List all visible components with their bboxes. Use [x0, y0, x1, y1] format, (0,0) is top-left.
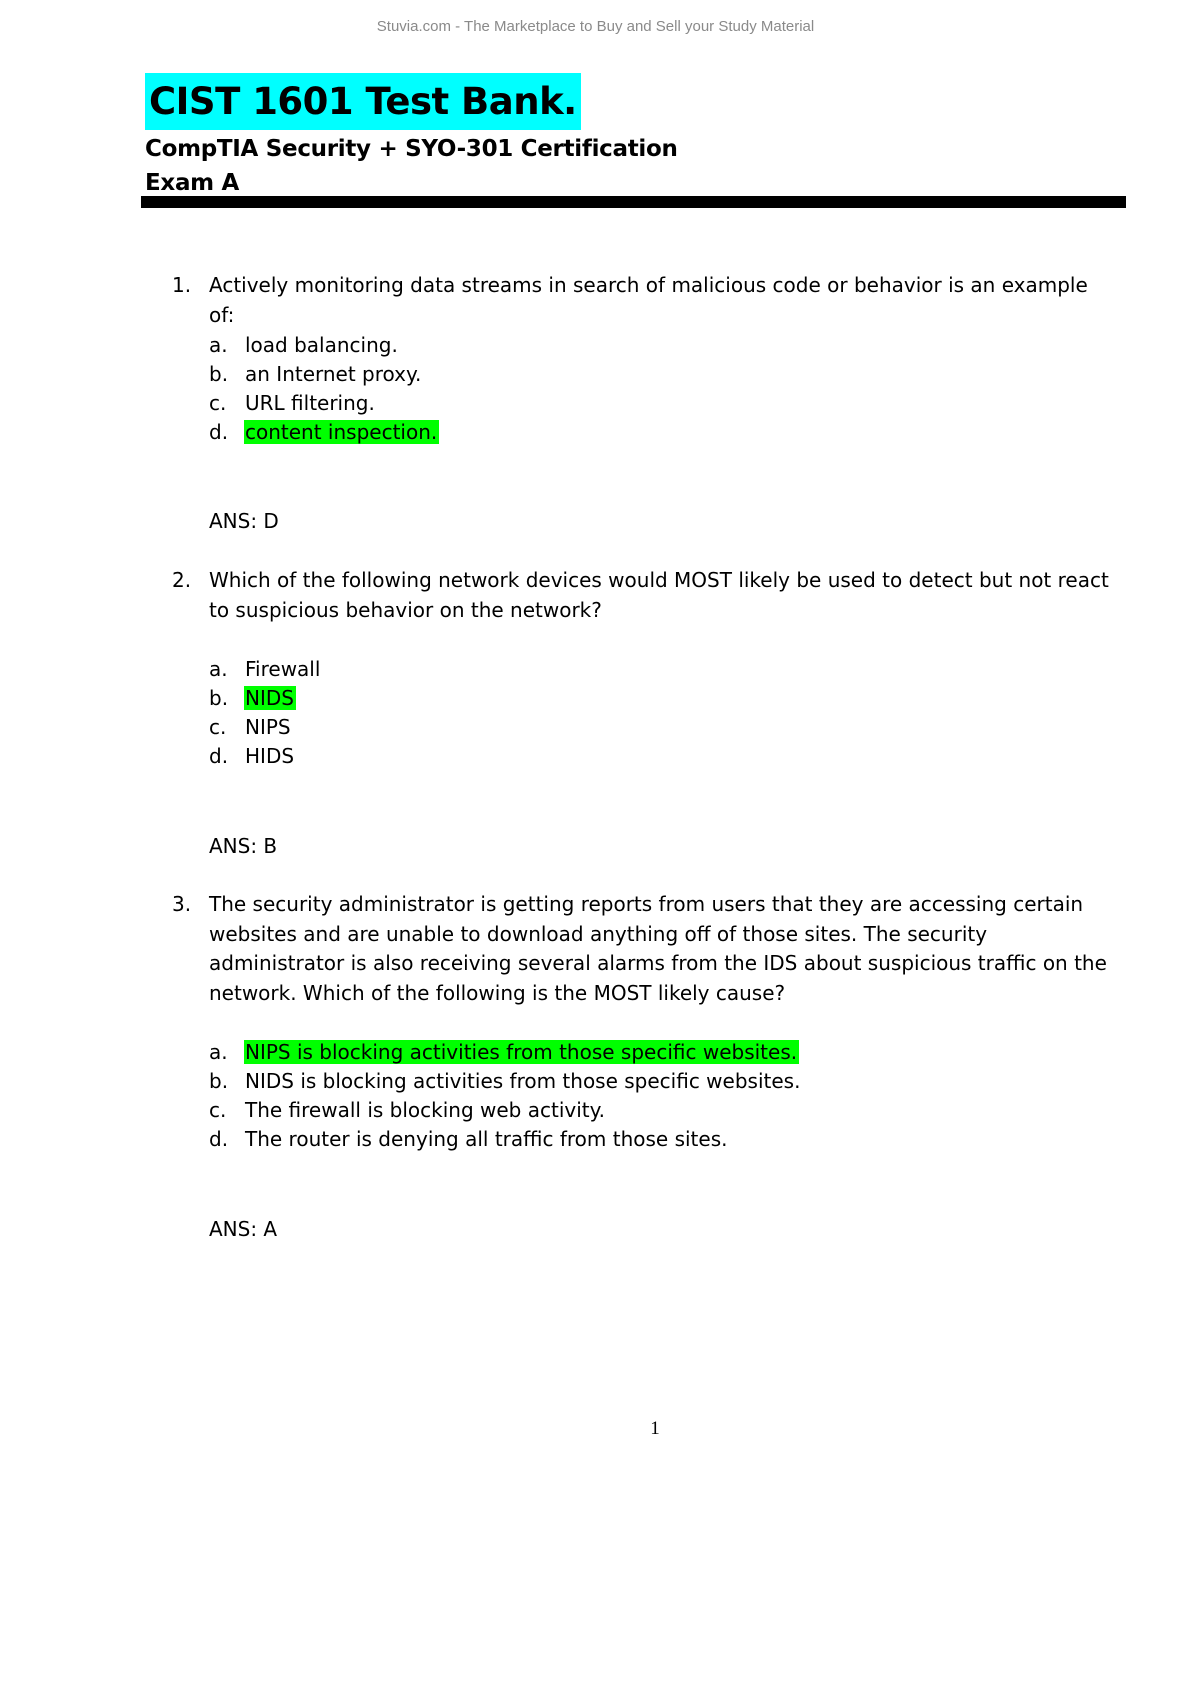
option-letter: a.	[209, 1040, 228, 1064]
option-letter: b.	[209, 1069, 229, 1093]
answer-key: ANS: D	[209, 509, 279, 533]
option-text: URL filtering.	[245, 391, 375, 415]
page-number: 1	[650, 1418, 660, 1439]
option-text: NIDS is blocking activities from those specific websites.	[245, 1069, 801, 1093]
question-text: Which of the following network devices would MOST likely be used to detect but not react to suspicious behavior on the network?	[209, 568, 1109, 622]
answer-key: ANS: B	[209, 834, 278, 858]
option-text: an Internet proxy.	[245, 362, 422, 386]
header-divider	[141, 196, 1126, 208]
option-text: The router is denying all traffic from those sites.	[245, 1127, 728, 1151]
option-letter: d.	[209, 744, 229, 768]
option-text: Firewall	[245, 657, 321, 681]
option-letter: b.	[209, 686, 229, 710]
document-title: CIST 1601 Test Bank.	[145, 73, 581, 130]
option-letter: c.	[209, 715, 227, 739]
question-text: The security administrator is getting reports from users that they are accessing certain websites and are unable to download anything off of those sites. The security administrator is also receiving several alarms from the IDS about suspicious traffic on the network. Which of the following is the MOST likely cause?	[209, 892, 1107, 1005]
subtitle-line: CompTIA Security + SYO-301 Certification	[145, 136, 678, 162]
option-letter: c.	[209, 391, 227, 415]
answer-key: ANS: A	[209, 1217, 278, 1241]
option-letter: d.	[209, 1127, 229, 1151]
question-number: 2.	[172, 568, 192, 592]
question-number: 3.	[172, 892, 192, 916]
option-text: HIDS	[245, 744, 295, 768]
option-text-highlighted	[245, 418, 439, 447]
subtitle-line: Exam A	[145, 170, 240, 196]
option-letter: b.	[209, 362, 229, 386]
option-text: NIPS	[245, 715, 291, 739]
option-letter: c.	[209, 1098, 227, 1122]
option-letter: a.	[209, 333, 228, 357]
answer-highlight: content inspection.	[245, 420, 438, 444]
document-subtitle	[145, 132, 678, 200]
option-letter: d.	[209, 420, 229, 444]
question-text: Actively monitoring data streams in search of malicious code or behavior is an example of:	[209, 273, 1088, 327]
option-text-highlighted	[245, 1038, 799, 1067]
option-text: The firewall is blocking web activity.	[245, 1098, 605, 1122]
answer-highlight: NIDS	[245, 686, 294, 710]
option-text-highlighted	[245, 684, 296, 713]
watermark-text: Stuvia.com - The Marketplace to Buy and Sell your Study Material	[376, 18, 815, 35]
option-letter: a.	[209, 657, 228, 681]
question-number: 1.	[172, 273, 192, 297]
answer-highlight: NIPS is blocking activities from those specific websites.	[245, 1040, 798, 1064]
option-text: load balancing.	[245, 333, 398, 357]
